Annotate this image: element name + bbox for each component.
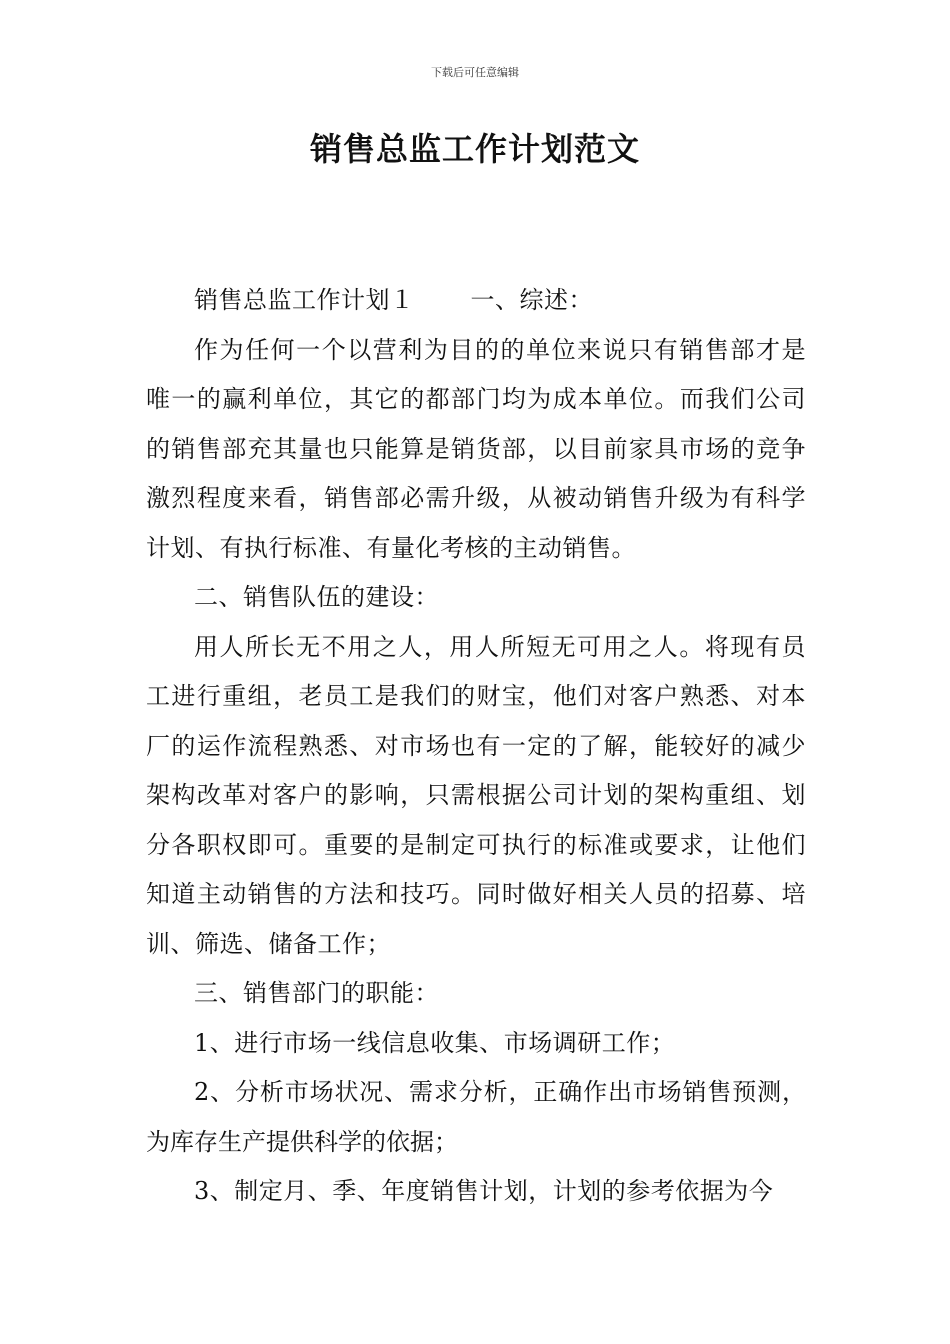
section-heading-line	[146, 276, 806, 326]
header-note: 下载后可任意编辑	[431, 66, 519, 79]
paragraph-team-building: 用人所长无不用之人，用人所短无可用之人。将现有员工进行重组，老员工是我们的财宝，他们对客户熟悉、对本厂的运作流程熟悉、对市场也有一定的了解，能较好的减少架构改革对客户的影响，只需根据公司计划的架构重组、划分各职权即可。重要的是制定可执行的标准或要求，让他们知道主动销售的方法和技巧。同时做好相关人员的招募、培训、筛选、储备工作；	[146, 632, 806, 958]
list-item-1: 1、进行市场一线信息收集、市场调研工作；	[194, 1028, 676, 1057]
heading-team-building: 二、销售队伍的建设：	[194, 583, 439, 611]
plan-heading: 销售总监工作计划１	[194, 286, 415, 314]
document-title: 销售总监工作计划范文	[309, 130, 640, 168]
heading-department-functions: 三、销售部门的职能：	[194, 979, 439, 1007]
list-item-2: 2、分析市场状况、需求分析，正确作出市场销售预测，为库存生产提供科学的依据；	[146, 1078, 806, 1156]
overview-heading: 一、综述：	[470, 286, 593, 314]
list-item-3: 3、制定月、季、年度销售计划，计划的参考依据为今	[194, 1177, 774, 1205]
document-body	[146, 276, 806, 1217]
paragraph-overview: 作为任何一个以营利为目的的单位来说只有销售部才是唯一的赢利单位，其它的都部门均为成本单位。而我们公司的销售部充其量也只能算是销货部，以目前家具市场的竞争激烈程度来看，销售部必需升级，从被动销售升级为有科学计划、有执行标准、有量化考核的主动销售。	[146, 335, 806, 562]
